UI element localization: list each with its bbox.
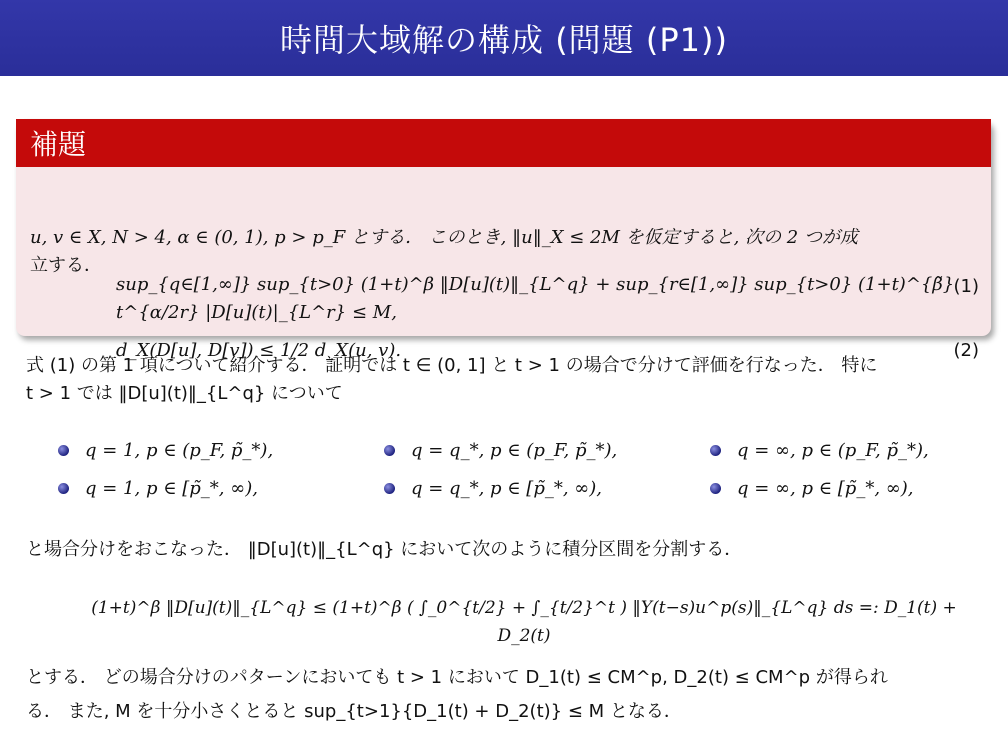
paragraph-1-line1: 式 (1) の第 1 項について紹介する． 証明では t ∈ (0, 1] と t > 1 の場合で分けて評価を行なった． 特に bbox=[26, 355, 878, 376]
paragraph-3-line2: る． また, M を十分小さくとると sup_{t>1}{D_1(t) + D_2(t)} ≤ M となる． bbox=[26, 701, 682, 722]
bullet-icon bbox=[384, 483, 395, 494]
lemma-intro-line1: u, v ∈ X, N > 4, α ∈ (0, 1), p > p_F とする． このとき, ‖u‖_X ≤ 2M を仮定すると, 次の 2 つが成 bbox=[30, 227, 858, 248]
case-item: q = 1, p ∈ (p_F, p̃_*), bbox=[58, 440, 273, 461]
paragraph-3-line1: とする． どの場合分けのパターンにおいても t > 1 において D_1(t) ≤ CM^p, D_2(t) ≤ CM^p が得られ bbox=[26, 667, 888, 688]
page-title: 時間大域解の構成 (問題 (P1)) bbox=[0, 0, 1008, 76]
paragraph-2: と場合分けをおこなった． ‖D[u](t)‖_{L^q} において次のように積分区間を分割する． bbox=[26, 539, 743, 560]
case-item: q = 1, p ∈ [p̃_*, ∞), bbox=[58, 478, 258, 499]
paragraph-1-line2: t > 1 では ‖D[u](t)‖_{L^q} について bbox=[26, 383, 343, 404]
equation-3: (1+t)^β ‖D[u](t)‖_{L^q} ≤ (1+t)^β ( ∫_0^{t/2} + ∫_{t/2}^t ) ‖Y(t−s)u^p(s)‖_{L^q} ds =: D_1(t) + D_2(t) bbox=[91, 598, 957, 646]
case-item: q = q_*, p ∈ (p_F, p̃_*), bbox=[384, 440, 617, 461]
equation-2: d_X(D[u], D[v]) ≤ 1/2 d_X(u, v). bbox=[116, 340, 402, 361]
lemma-intro-line2: 立する． bbox=[30, 255, 102, 276]
bullet-icon bbox=[710, 483, 721, 494]
case-item: q = q_*, p ∈ [p̃_*, ∞), bbox=[384, 478, 602, 499]
equation-1: sup_{q∈[1,∞]} sup_{t>0} (1+t)^β ‖D[u](t)‖_{L^q} + sup_{r∈[1,∞]} sup_{t>0} (1+t)^{β̃} t^{α/2r} |D[u](t)|_{L^r} ≤ M, bbox=[116, 274, 955, 323]
bullet-icon bbox=[58, 483, 69, 494]
equation-1-number: (1) bbox=[953, 276, 979, 297]
equation-2-number: (2) bbox=[953, 340, 979, 361]
bullet-icon bbox=[710, 445, 721, 456]
bullet-icon bbox=[58, 445, 69, 456]
lemma-block bbox=[16, 119, 991, 361]
case-item: q = ∞, p ∈ [p̃_*, ∞), bbox=[710, 478, 914, 499]
bullet-icon bbox=[384, 445, 395, 456]
lemma-heading: 補題 bbox=[16, 119, 991, 167]
case-item: q = ∞, p ∈ (p_F, p̃_*), bbox=[710, 440, 929, 461]
